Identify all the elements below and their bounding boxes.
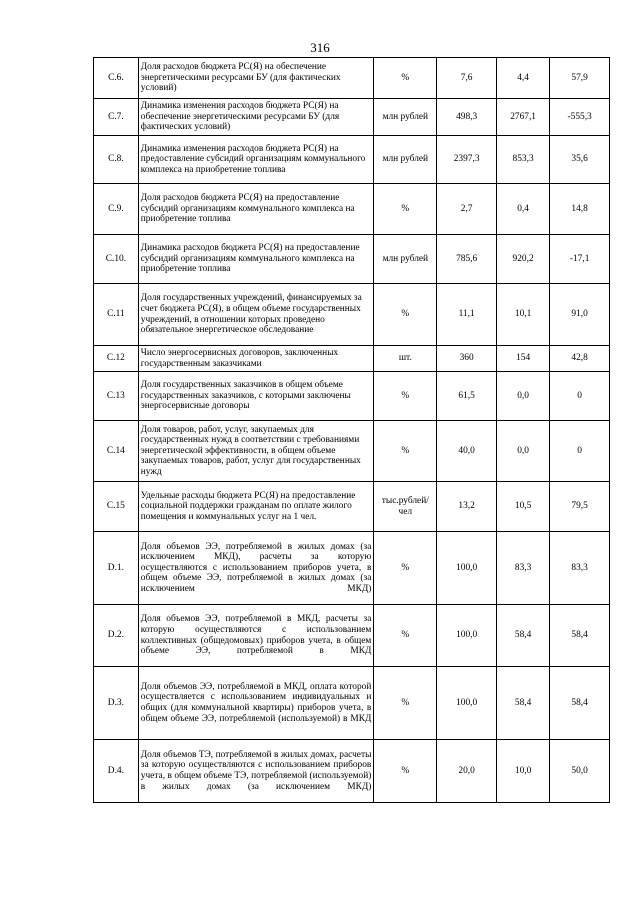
row-value-1: 100,0 xyxy=(437,667,497,740)
row-value-2: 0,4 xyxy=(496,184,549,235)
row-value-3: 58,4 xyxy=(550,605,610,667)
table-row xyxy=(94,421,610,482)
row-code: D.1. xyxy=(94,532,139,605)
row-value-1: 100,0 xyxy=(437,532,497,605)
table-row xyxy=(94,667,610,740)
row-code: D.4. xyxy=(94,740,139,803)
row-description: Доля объемов ТЭ, потребляемой в жилых домах, расчеты за которую осуществляются с использованием приборов учета, в общем объеме ТЭ, потребляемой (используемой) в жилых домах (за исключением МКД) xyxy=(138,740,374,803)
row-code: C.6. xyxy=(94,58,139,99)
row-unit: % xyxy=(374,184,437,235)
table-row xyxy=(94,235,610,284)
row-value-2: 58,4 xyxy=(496,667,549,740)
row-value-2: 4,4 xyxy=(496,58,549,99)
row-value-1: 61,5 xyxy=(437,372,497,421)
row-value-2: 2767,1 xyxy=(496,99,549,136)
row-description: Доля товаров, работ, услуг, закупаемых для государственных нужд в соответствии с требованиями энергетической эффективности, в общем объеме закупаемых товаров, работ, услуг для государственных нужд xyxy=(138,421,374,482)
row-code: C.8. xyxy=(94,136,139,184)
table-row xyxy=(94,58,610,99)
row-value-2: 58,4 xyxy=(496,605,549,667)
row-unit: % xyxy=(374,667,437,740)
row-description: Динамика изменения расходов бюджета РС(Я) на обеспечение энергетическими ресурсами БУ (для фактических условий) xyxy=(138,99,374,136)
row-description: Динамика изменения расходов бюджета РС(Я) на предоставление субсидий организациям коммунального комплекса на приобретение топлива xyxy=(138,136,374,184)
row-value-3: 0 xyxy=(550,421,610,482)
row-code: C.12 xyxy=(94,346,139,372)
table-row xyxy=(94,184,610,235)
row-value-3: 42,8 xyxy=(550,346,610,372)
row-value-2: 853,3 xyxy=(496,136,549,184)
row-unit: % xyxy=(374,284,437,346)
row-value-1: 7,6 xyxy=(437,58,497,99)
row-description: Доля государственных заказчиков в общем объеме государственных заказчиков, с которыми заключены энергосервисные договоры xyxy=(138,372,374,421)
table-row xyxy=(94,346,610,372)
row-description: Доля объемов ЭЭ, потребляемой в МКД, расчеты за которую осуществляются с использованием коллективных (общедомовых) приборов учета, в общем объеме ЭЭ, потребляемой в МКД xyxy=(138,605,374,667)
row-code: C.9. xyxy=(94,184,139,235)
table-row xyxy=(94,605,610,667)
row-value-3: 83,3 xyxy=(550,532,610,605)
table-row xyxy=(94,99,610,136)
row-description: Динамика расходов бюджета РС(Я) на предоставление субсидий организациям коммунального комплекса на приобретение топлива xyxy=(138,235,374,284)
row-value-3: -555,3 xyxy=(550,99,610,136)
row-unit: % xyxy=(374,58,437,99)
row-code: C.10. xyxy=(94,235,139,284)
row-value-1: 40,0 xyxy=(437,421,497,482)
row-value-3: 35,6 xyxy=(550,136,610,184)
row-value-1: 498,3 xyxy=(437,99,497,136)
row-code: C.7. xyxy=(94,99,139,136)
row-unit: шт. xyxy=(374,346,437,372)
table-row xyxy=(94,740,610,803)
row-value-2: 0,0 xyxy=(496,421,549,482)
row-unit: % xyxy=(374,605,437,667)
row-value-1: 360 xyxy=(437,346,497,372)
row-value-3: 50,0 xyxy=(550,740,610,803)
row-code: C.13 xyxy=(94,372,139,421)
row-unit: % xyxy=(374,372,437,421)
row-value-2: 154 xyxy=(496,346,549,372)
row-unit: млн рублей xyxy=(374,99,437,136)
row-value-2: 0,0 xyxy=(496,372,549,421)
table-row xyxy=(94,136,610,184)
row-value-1: 11,1 xyxy=(437,284,497,346)
row-value-2: 10,1 xyxy=(496,284,549,346)
row-code: C.11 xyxy=(94,284,139,346)
row-description: Доля расходов бюджета РС(Я) на предоставление субсидий организациям коммунального комплекса на приобретение топлива xyxy=(138,184,374,235)
table-row xyxy=(94,284,610,346)
table-row xyxy=(94,532,610,605)
row-value-2: 10,5 xyxy=(496,482,549,532)
row-description: Число энергосервисных договоров, заключенных государственным заказчиками xyxy=(138,346,374,372)
row-description: Доля объемов ЭЭ, потребляемой в жилых домах (за исключением МКД), расчеты за которую осуществляются с использованием приборов учета, в общем объеме ЭЭ, потребляемой в жилых домах (за исключением МКД) xyxy=(138,532,374,605)
row-description: Удельные расходы бюджета РС(Я) на предоставление социальной поддержки гражданам по оплате жилого помещения и коммунальных услуг на 1 чел. xyxy=(138,482,374,532)
row-value-3: 79,5 xyxy=(550,482,610,532)
row-value-1: 785,6 xyxy=(437,235,497,284)
row-value-2: 10,0 xyxy=(496,740,549,803)
row-value-3: 57,9 xyxy=(550,58,610,99)
row-value-2: 83,3 xyxy=(496,532,549,605)
row-value-3: 14,8 xyxy=(550,184,610,235)
row-description: Доля объемов ЭЭ, потребляемой в МКД, оплата которой осуществляется с использованием индивидуальных и общих (для коммунальной квартиры) приборов учета, в общем объеме ЭЭ, потребляемой (используемой) в МКД xyxy=(138,667,374,740)
table-row xyxy=(94,482,610,532)
row-value-1: 2,7 xyxy=(437,184,497,235)
indicators-table xyxy=(93,57,610,803)
page-number: 316 xyxy=(310,40,330,55)
row-unit: % xyxy=(374,740,437,803)
row-unit: тыс.рублей/ чел xyxy=(374,482,437,532)
row-value-1: 20,0 xyxy=(437,740,497,803)
row-unit: % xyxy=(374,532,437,605)
row-code: D.2. xyxy=(94,605,139,667)
row-unit: млн рублей xyxy=(374,235,437,284)
row-description: Доля расходов бюджета РС(Я) на обеспечение энергетическими ресурсами БУ (для фактических условий) xyxy=(138,58,374,99)
row-value-3: 0 xyxy=(550,372,610,421)
row-value-2: 920,2 xyxy=(496,235,549,284)
row-value-1: 13,2 xyxy=(437,482,497,532)
row-value-3: 91,0 xyxy=(550,284,610,346)
table-row xyxy=(94,372,610,421)
row-value-1: 100,0 xyxy=(437,605,497,667)
row-value-3: -17,1 xyxy=(550,235,610,284)
row-code: C.15 xyxy=(94,482,139,532)
row-unit: % xyxy=(374,421,437,482)
row-description: Доля государственных учреждений, финансируемых за счет бюджета РС(Я), в общем объеме государственных учреждений, в отношении которых проведено обязательное энергетическое обследование xyxy=(138,284,374,346)
row-code: C.14 xyxy=(94,421,139,482)
row-unit: млн рублей xyxy=(374,136,437,184)
row-value-1: 2397,3 xyxy=(437,136,497,184)
row-value-3: 58,4 xyxy=(550,667,610,740)
row-code: D.3. xyxy=(94,667,139,740)
